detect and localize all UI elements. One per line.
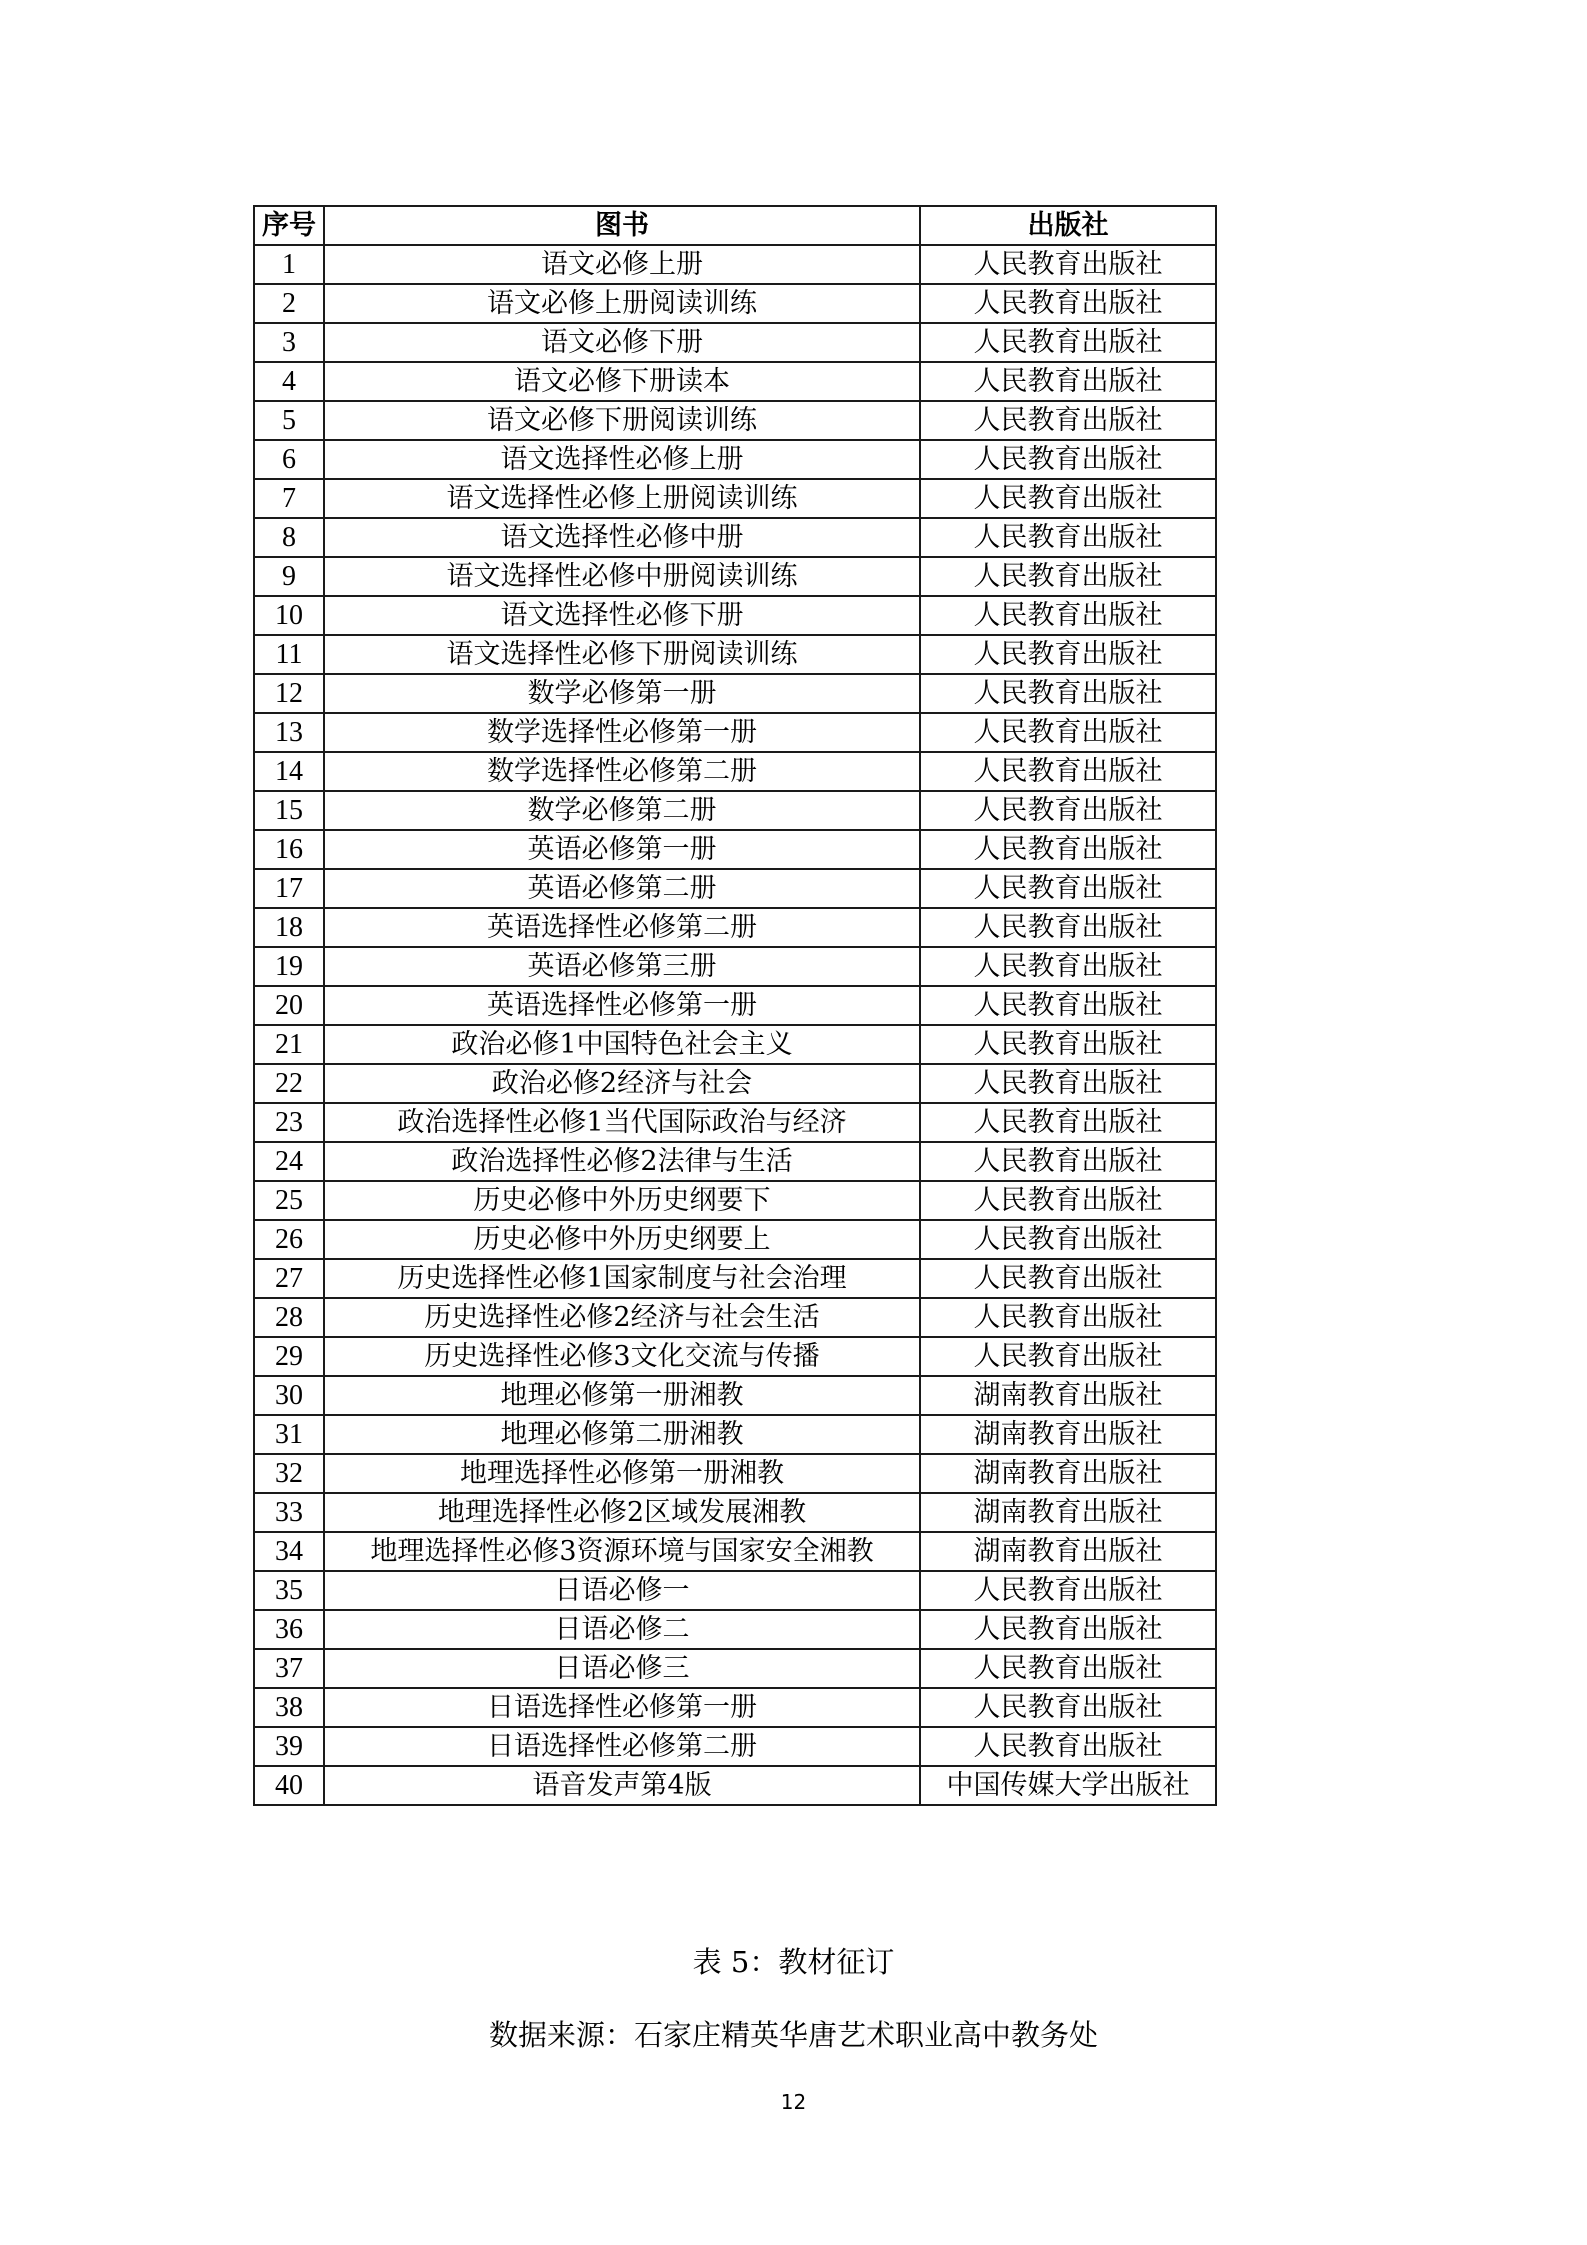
table-row — [254, 1064, 1216, 1103]
cell-publisher: 人民教育出版社 — [920, 362, 1216, 401]
cell-index: 25 — [254, 1181, 324, 1220]
cell-index: 34 — [254, 1532, 324, 1571]
cell-title: 数学选择性必修第一册 — [324, 713, 920, 752]
cell-title: 数学必修第一册 — [324, 674, 920, 713]
cell-publisher: 湖南教育出版社 — [920, 1376, 1216, 1415]
cell-title: 语文选择性必修下册阅读训练 — [324, 635, 920, 674]
table-row — [254, 908, 1216, 947]
cell-title: 日语选择性必修第二册 — [324, 1727, 920, 1766]
table-row — [254, 440, 1216, 479]
cell-publisher: 人民教育出版社 — [920, 440, 1216, 479]
cell-publisher: 人民教育出版社 — [920, 986, 1216, 1025]
cell-index: 29 — [254, 1337, 324, 1376]
header-publisher: 出版社 — [920, 206, 1216, 245]
cell-title: 日语必修三 — [324, 1649, 920, 1688]
table-row — [254, 1454, 1216, 1493]
cell-title: 语音发声第4版 — [324, 1766, 920, 1805]
cell-publisher: 湖南教育出版社 — [920, 1454, 1216, 1493]
cell-index: 26 — [254, 1220, 324, 1259]
cell-title: 语文选择性必修上册 — [324, 440, 920, 479]
table-caption: 表 5：教材征订 — [692, 1945, 895, 1979]
cell-title: 语文必修下册 — [324, 323, 920, 362]
cell-publisher: 人民教育出版社 — [920, 1610, 1216, 1649]
cell-publisher: 人民教育出版社 — [920, 1103, 1216, 1142]
cell-title: 日语选择性必修第一册 — [324, 1688, 920, 1727]
cell-index: 12 — [254, 674, 324, 713]
cell-title: 语文选择性必修中册阅读训练 — [324, 557, 920, 596]
table-row — [254, 1376, 1216, 1415]
table-row — [254, 713, 1216, 752]
cell-publisher: 人民教育出版社 — [920, 1142, 1216, 1181]
page-number: 12 — [780, 2090, 807, 2114]
cell-title: 地理选择性必修3资源环境与国家安全湘教 — [324, 1532, 920, 1571]
table-row — [254, 557, 1216, 596]
cell-publisher: 人民教育出版社 — [920, 323, 1216, 362]
table-row — [254, 401, 1216, 440]
cell-publisher: 人民教育出版社 — [920, 752, 1216, 791]
cell-publisher: 人民教育出版社 — [920, 1337, 1216, 1376]
cell-index: 23 — [254, 1103, 324, 1142]
table-row — [254, 362, 1216, 401]
cell-title: 政治必修2经济与社会 — [324, 1064, 920, 1103]
cell-publisher: 湖南教育出版社 — [920, 1493, 1216, 1532]
cell-publisher: 人民教育出版社 — [920, 713, 1216, 752]
table-row — [254, 791, 1216, 830]
cell-title: 语文选择性必修下册 — [324, 596, 920, 635]
table-row — [254, 1142, 1216, 1181]
cell-title: 数学选择性必修第二册 — [324, 752, 920, 791]
cell-publisher: 人民教育出版社 — [920, 284, 1216, 323]
cell-title: 地理选择性必修2区域发展湘教 — [324, 1493, 920, 1532]
table-row — [254, 674, 1216, 713]
cell-publisher: 人民教育出版社 — [920, 245, 1216, 284]
cell-publisher: 人民教育出版社 — [920, 1688, 1216, 1727]
cell-publisher: 人民教育出版社 — [920, 830, 1216, 869]
cell-index: 4 — [254, 362, 324, 401]
cell-index: 30 — [254, 1376, 324, 1415]
cell-title: 英语选择性必修第一册 — [324, 986, 920, 1025]
cell-title: 历史选择性必修2经济与社会生活 — [324, 1298, 920, 1337]
cell-publisher: 人民教育出版社 — [920, 1259, 1216, 1298]
table-row — [254, 1181, 1216, 1220]
table-row — [254, 869, 1216, 908]
cell-index: 16 — [254, 830, 324, 869]
cell-title: 日语必修一 — [324, 1571, 920, 1610]
cell-index: 15 — [254, 791, 324, 830]
cell-publisher: 人民教育出版社 — [920, 557, 1216, 596]
cell-publisher: 人民教育出版社 — [920, 1571, 1216, 1610]
table-row — [254, 1532, 1216, 1571]
cell-index: 8 — [254, 518, 324, 557]
cell-index: 2 — [254, 284, 324, 323]
cell-publisher: 人民教育出版社 — [920, 1181, 1216, 1220]
table-row — [254, 323, 1216, 362]
cell-index: 36 — [254, 1610, 324, 1649]
table-row — [254, 1649, 1216, 1688]
cell-publisher: 人民教育出版社 — [920, 1298, 1216, 1337]
table-row — [254, 1493, 1216, 1532]
cell-index: 18 — [254, 908, 324, 947]
cell-index: 1 — [254, 245, 324, 284]
table-row — [254, 635, 1216, 674]
cell-index: 27 — [254, 1259, 324, 1298]
table-header-row — [254, 206, 1216, 245]
table-row — [254, 947, 1216, 986]
cell-title: 英语选择性必修第二册 — [324, 908, 920, 947]
cell-index: 14 — [254, 752, 324, 791]
cell-publisher: 人民教育出版社 — [920, 869, 1216, 908]
cell-title: 语文必修下册读本 — [324, 362, 920, 401]
cell-index: 13 — [254, 713, 324, 752]
cell-index: 21 — [254, 1025, 324, 1064]
cell-publisher: 人民教育出版社 — [920, 596, 1216, 635]
table-row — [254, 1298, 1216, 1337]
cell-publisher: 人民教育出版社 — [920, 908, 1216, 947]
cell-index: 24 — [254, 1142, 324, 1181]
cell-publisher: 人民教育出版社 — [920, 1727, 1216, 1766]
cell-title: 历史必修中外历史纲要下 — [324, 1181, 920, 1220]
textbook-order-table — [253, 205, 1217, 1806]
cell-publisher: 中国传媒大学出版社 — [920, 1766, 1216, 1805]
header-title: 图书 — [324, 206, 920, 245]
cell-title: 数学必修第二册 — [324, 791, 920, 830]
cell-index: 35 — [254, 1571, 324, 1610]
cell-publisher: 人民教育出版社 — [920, 947, 1216, 986]
cell-publisher: 湖南教育出版社 — [920, 1532, 1216, 1571]
cell-publisher: 人民教育出版社 — [920, 674, 1216, 713]
cell-publisher: 人民教育出版社 — [920, 479, 1216, 518]
cell-index: 40 — [254, 1766, 324, 1805]
cell-title: 政治必修1中国特色社会主义 — [324, 1025, 920, 1064]
cell-index: 17 — [254, 869, 324, 908]
table-row — [254, 1259, 1216, 1298]
cell-index: 33 — [254, 1493, 324, 1532]
cell-index: 32 — [254, 1454, 324, 1493]
cell-title: 地理必修第一册湘教 — [324, 1376, 920, 1415]
header-index: 序号 — [254, 206, 324, 245]
table-row — [254, 284, 1216, 323]
cell-title: 英语必修第一册 — [324, 830, 920, 869]
table-row — [254, 1415, 1216, 1454]
cell-title: 历史必修中外历史纲要上 — [324, 1220, 920, 1259]
cell-publisher: 人民教育出版社 — [920, 401, 1216, 440]
cell-index: 28 — [254, 1298, 324, 1337]
cell-publisher: 人民教育出版社 — [920, 518, 1216, 557]
cell-publisher: 湖南教育出版社 — [920, 1415, 1216, 1454]
cell-index: 11 — [254, 635, 324, 674]
cell-title: 语文选择性必修中册 — [324, 518, 920, 557]
cell-title: 英语必修第三册 — [324, 947, 920, 986]
table-row — [254, 1571, 1216, 1610]
table-row — [254, 1025, 1216, 1064]
table-row — [254, 1220, 1216, 1259]
cell-title: 语文必修上册 — [324, 245, 920, 284]
table-row — [254, 1103, 1216, 1142]
cell-publisher: 人民教育出版社 — [920, 1064, 1216, 1103]
cell-title: 日语必修二 — [324, 1610, 920, 1649]
cell-title: 语文选择性必修上册阅读训练 — [324, 479, 920, 518]
table-row — [254, 1610, 1216, 1649]
cell-publisher: 人民教育出版社 — [920, 791, 1216, 830]
cell-publisher: 人民教育出版社 — [920, 1220, 1216, 1259]
cell-index: 9 — [254, 557, 324, 596]
cell-index: 7 — [254, 479, 324, 518]
cell-index: 5 — [254, 401, 324, 440]
cell-title: 语文必修上册阅读训练 — [324, 284, 920, 323]
cell-title: 历史选择性必修3文化交流与传播 — [324, 1337, 920, 1376]
cell-index: 3 — [254, 323, 324, 362]
table-row — [254, 830, 1216, 869]
cell-title: 历史选择性必修1国家制度与社会治理 — [324, 1259, 920, 1298]
cell-index: 39 — [254, 1727, 324, 1766]
cell-title: 政治选择性必修1当代国际政治与经济 — [324, 1103, 920, 1142]
table-row — [254, 1337, 1216, 1376]
cell-title: 地理必修第二册湘教 — [324, 1415, 920, 1454]
cell-index: 22 — [254, 1064, 324, 1103]
cell-publisher: 人民教育出版社 — [920, 1025, 1216, 1064]
table-row — [254, 596, 1216, 635]
table-row — [254, 1727, 1216, 1766]
cell-index: 38 — [254, 1688, 324, 1727]
table-body — [254, 245, 1216, 1805]
table-row — [254, 518, 1216, 557]
table-row — [254, 752, 1216, 791]
cell-title: 政治选择性必修2法律与生活 — [324, 1142, 920, 1181]
table-row — [254, 986, 1216, 1025]
cell-index: 31 — [254, 1415, 324, 1454]
table-row — [254, 1688, 1216, 1727]
cell-index: 37 — [254, 1649, 324, 1688]
table-row — [254, 245, 1216, 284]
table-row — [254, 1766, 1216, 1805]
cell-index: 6 — [254, 440, 324, 479]
cell-title: 地理选择性必修第一册湘教 — [324, 1454, 920, 1493]
cell-title: 英语必修第二册 — [324, 869, 920, 908]
cell-index: 20 — [254, 986, 324, 1025]
cell-index: 10 — [254, 596, 324, 635]
cell-publisher: 人民教育出版社 — [920, 635, 1216, 674]
cell-index: 19 — [254, 947, 324, 986]
cell-publisher: 人民教育出版社 — [920, 1649, 1216, 1688]
table-row — [254, 479, 1216, 518]
data-source-note: 数据来源：石家庄精英华唐艺术职业高中教务处 — [488, 2018, 1098, 2052]
cell-title: 语文必修下册阅读训练 — [324, 401, 920, 440]
